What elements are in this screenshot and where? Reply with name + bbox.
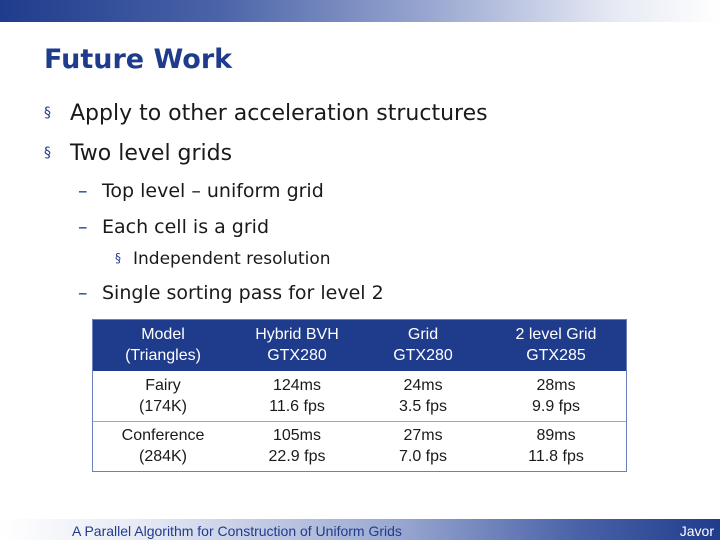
bullet-text: Independent resolution	[133, 249, 331, 269]
bullet-text: Apply to other acceleration structures	[70, 101, 488, 126]
column-header-grid: Grid GTX280	[360, 319, 486, 371]
table-cell: 27ms 7.0 fps	[360, 421, 486, 471]
table-cell: 28ms 9.9 fps	[486, 371, 626, 421]
table-cell: Fairy (174K)	[92, 371, 234, 421]
table-cell: 24ms 3.5 fps	[360, 371, 486, 421]
table-header-row	[92, 319, 626, 371]
table-cell: 89ms 11.8 fps	[486, 421, 626, 471]
sub-bullet-item	[78, 180, 324, 202]
dash-marker-icon: –	[78, 180, 88, 202]
column-header-two-level-grid: 2 level Grid GTX285	[486, 319, 626, 371]
dash-marker-icon: –	[78, 282, 88, 304]
bullet-item	[44, 101, 488, 126]
dash-marker-icon: –	[78, 216, 88, 238]
table-cell: 105ms 22.9 fps	[234, 421, 360, 471]
bullet-text: Top level – uniform grid	[102, 180, 324, 202]
table-row	[92, 421, 626, 471]
bullet-marker-icon: §	[115, 251, 121, 265]
sub-sub-bullet-item	[115, 249, 331, 269]
column-header-hybrid-bvh: Hybrid BVH GTX280	[234, 319, 360, 371]
table-cell: 124ms 11.6 fps	[234, 371, 360, 421]
table-cell: Conference (284K)	[92, 421, 234, 471]
bullet-marker-icon: §	[44, 105, 51, 121]
sub-bullet-item	[78, 282, 384, 304]
footer-title: A Parallel Algorithm for Construction of Uniform Grids	[72, 523, 402, 539]
table-row	[92, 371, 626, 421]
footer-author: Javor	[679, 523, 714, 539]
column-header-model: Model (Triangles)	[92, 319, 234, 371]
bullet-item	[44, 141, 233, 166]
slide-title: Future Work	[44, 44, 233, 75]
bullet-text: Two level grids	[70, 141, 233, 166]
results-table	[92, 319, 626, 471]
bullet-text: Each cell is a grid	[102, 216, 270, 238]
bullet-text: Single sorting pass for level 2	[102, 282, 384, 304]
bullet-marker-icon: §	[44, 145, 51, 161]
sub-bullet-item	[78, 216, 270, 238]
